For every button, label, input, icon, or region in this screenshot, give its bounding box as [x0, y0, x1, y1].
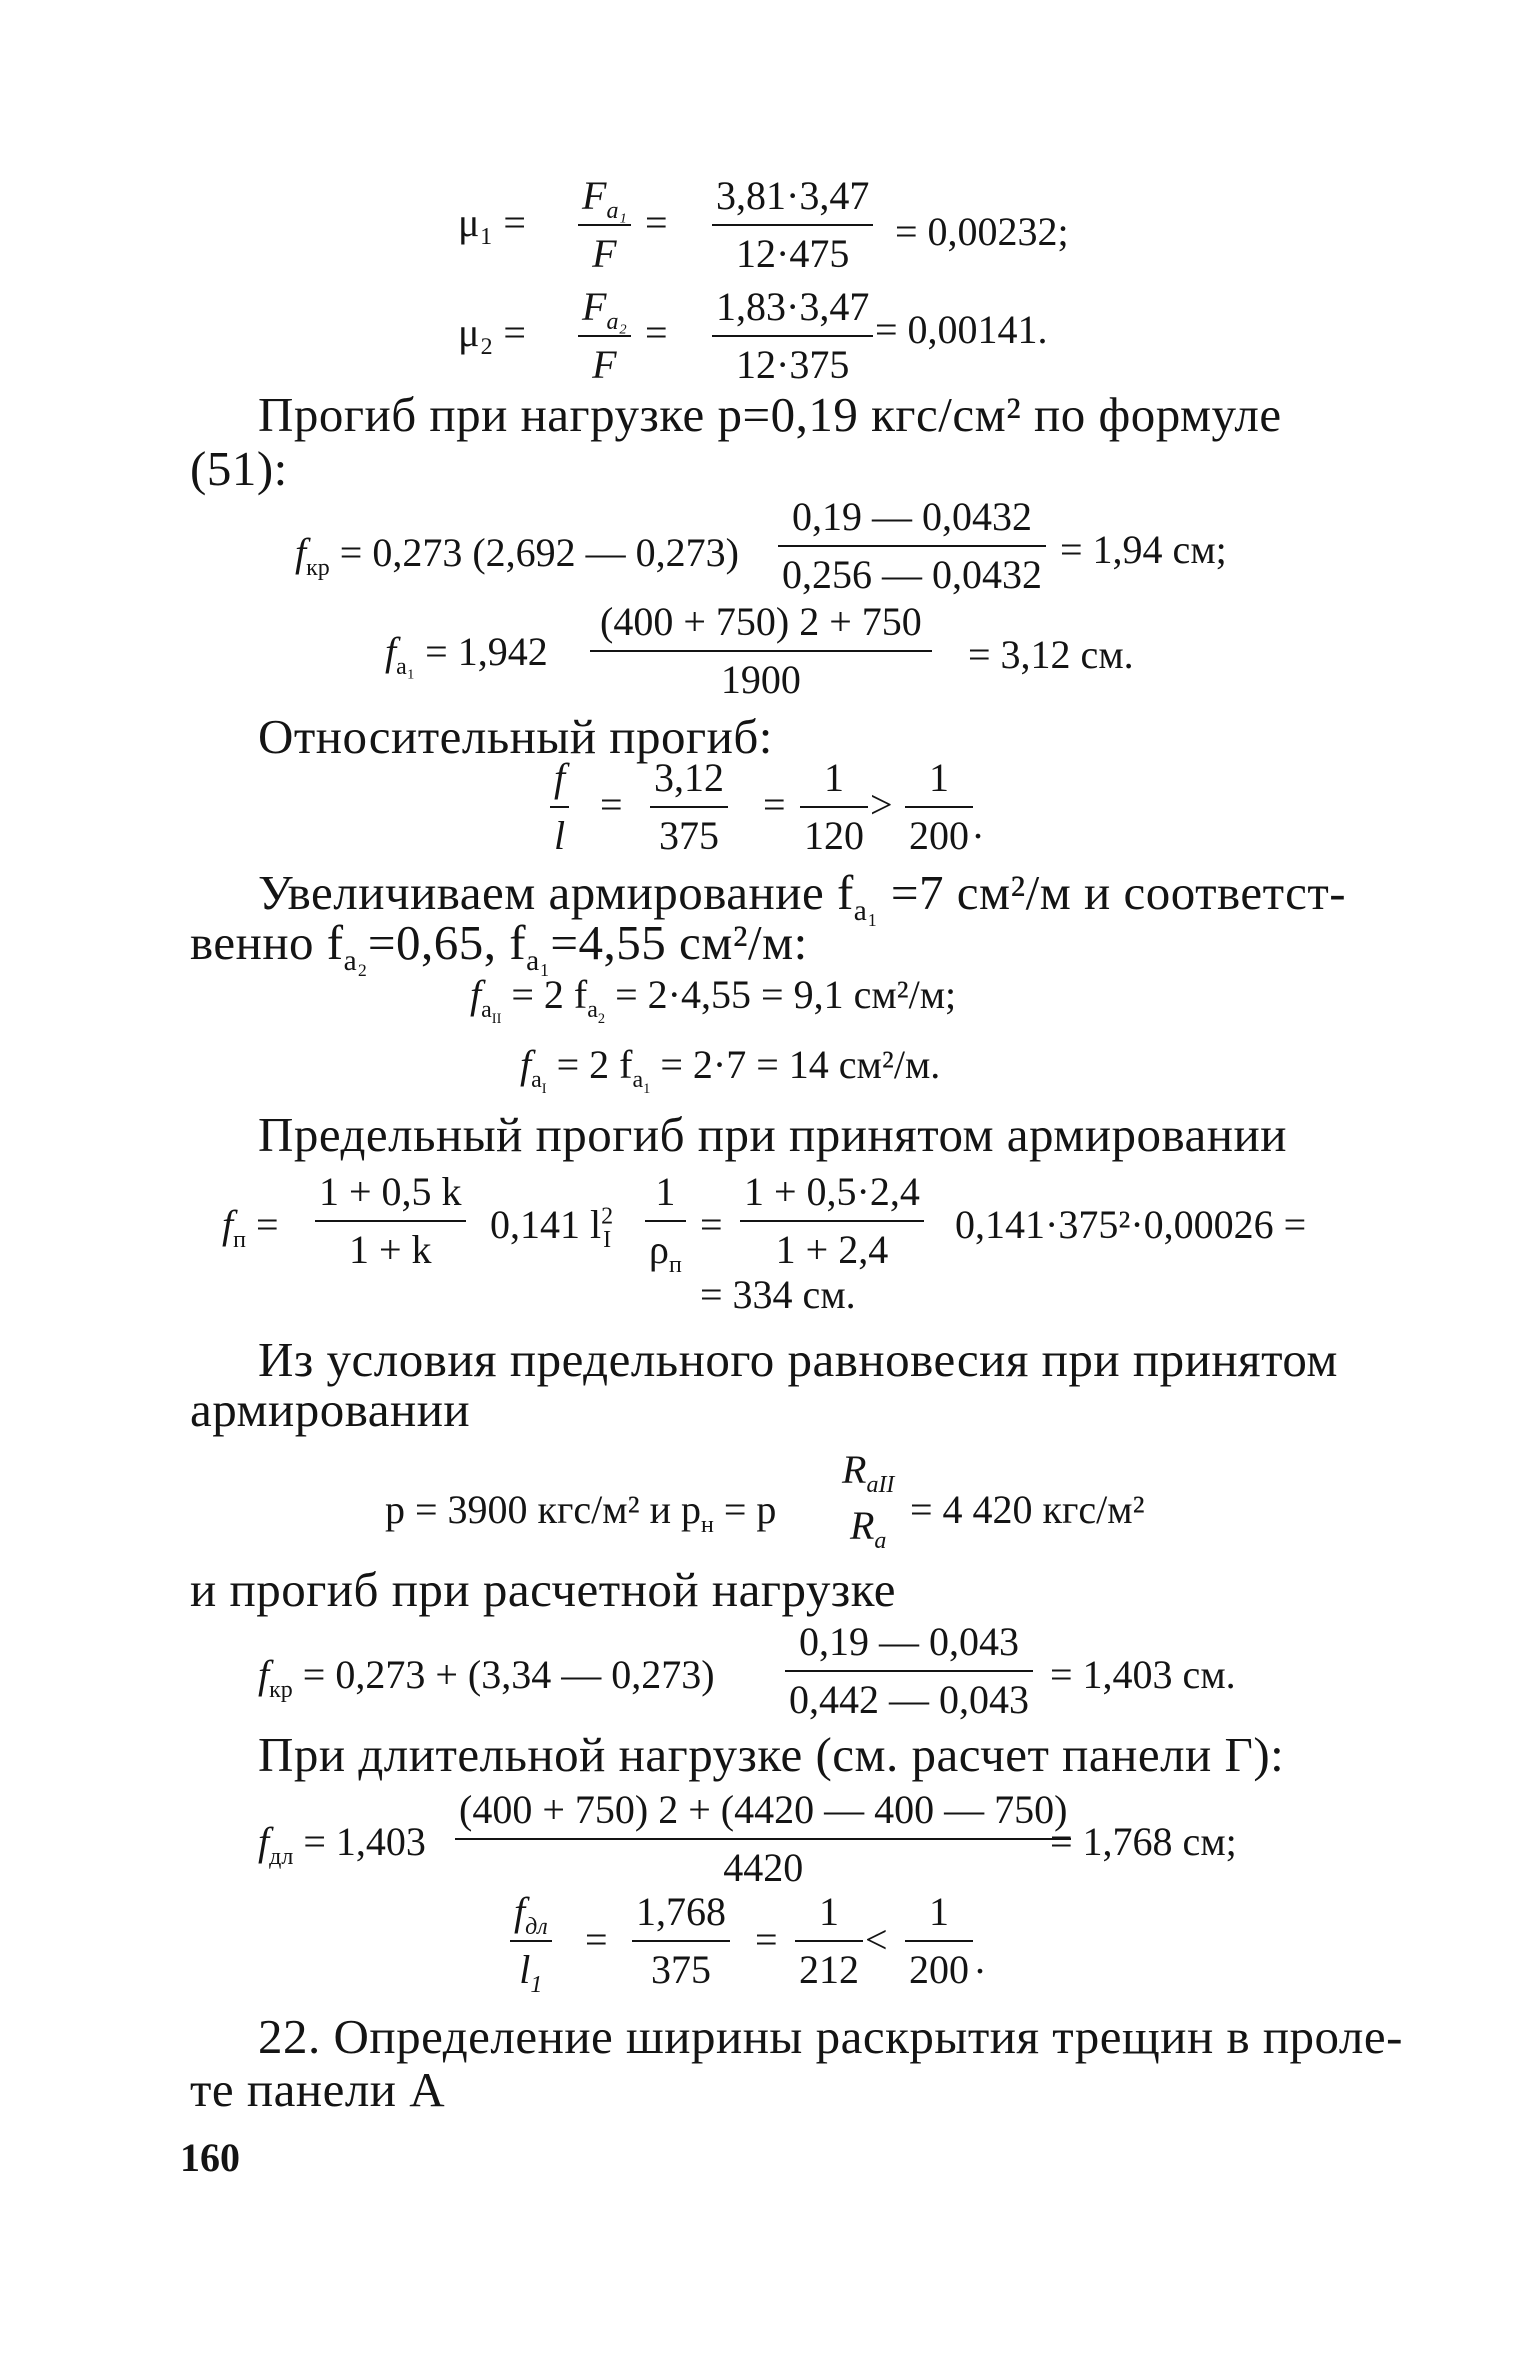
paragraph-deflection-line2: (51):: [190, 441, 288, 496]
fp-mid: 0,141 $l^2_I$: [490, 1202, 614, 1253]
rel2-eq1: =: [585, 1917, 608, 1962]
rel2-den-c: 212: [799, 1947, 859, 1992]
fp-frac-c: [740, 1169, 924, 1272]
rel2-frac-c: [795, 1889, 863, 1992]
rel2-num-b: 1,768: [632, 1892, 730, 1942]
fp-result: = 334 см.: [700, 1272, 856, 1317]
paragraph-design-load: и прогиб при расчетной нагрузке: [190, 1562, 897, 1617]
fp-eq: =: [700, 1202, 723, 1247]
fa1-result: = 3,12 см.: [968, 632, 1134, 677]
rel1-num-d: 1: [905, 758, 973, 808]
pbar-num: $R_{aII}$: [842, 1447, 895, 1498]
rel2-den-d: 200: [909, 1947, 969, 1992]
fp-lhs: $f_п$ =: [222, 1202, 279, 1253]
mu1-frac-a-num: $F_{a_1}$: [578, 176, 631, 226]
fdl-result: = 1,768 см;: [1050, 1819, 1237, 1864]
rel2-period: .: [975, 1937, 985, 1982]
mu1-frac-a-den: F: [592, 231, 617, 276]
rel1-num-a: f: [550, 758, 569, 808]
fp-num-c: 1 + 0,5·2,4: [740, 1172, 924, 1222]
mu1-frac-a: [578, 173, 631, 276]
mu2-frac-a: [578, 284, 631, 387]
mu2-result: = 0,00141.: [875, 307, 1048, 352]
paragraph-reinforcement-line1: Увеличиваем армирование $f_{a_1} =7$ см²/м и соответст-: [258, 865, 1347, 927]
rel2-frac-a: [510, 1889, 552, 1998]
pbar-lhs: p = 3900 кгс/м² и $p_н = p$: [385, 1487, 777, 1538]
rel1-eq1: =: [600, 782, 623, 827]
eq-fa1: $f_{a_I} = 2$ $f_{a_1} = 2\cdot 7 = 14$ см²/м.: [520, 1042, 941, 1097]
rel2-num-c: 1: [795, 1892, 863, 1942]
fkr1-lhs: $f_{кр} = 0,273$ (2,692 — 0,273): [295, 530, 739, 581]
fp-num-b: 1: [645, 1172, 686, 1222]
mu1-lhs: μ₁ =: [458, 200, 526, 245]
rel1-den-a: l: [554, 813, 566, 858]
rel1-gt: >: [870, 782, 893, 827]
fkr2-den: 0,442 — 0,043: [789, 1677, 1029, 1722]
fa1-num: (400 + 750) 2 + 750: [590, 602, 932, 652]
paragraph-reinforcement-line2: венно $f_{a_2}=0,65$, $f_{a_1}=4,55$ см²/м:: [190, 915, 808, 977]
paragraph-relative-deflection: Относительный прогиб:: [258, 709, 773, 764]
rel1-num-c: 1: [800, 758, 868, 808]
paragraph-long-term-load: При длительной нагрузке (см. расчет панели Г):: [258, 1727, 1285, 1782]
fp-frac-b: [645, 1169, 686, 1278]
mu1-frac-b-den: 12·475: [736, 231, 850, 276]
fkr1-frac: [778, 494, 1046, 597]
section-heading-line1: 22. Определение ширины раскрытия трещин в проле-: [258, 2009, 1403, 2064]
fdl-lhs: $f_{дл} = 1,403$: [258, 1819, 426, 1870]
fdl-frac: [455, 1787, 1071, 1890]
fkr2-num: 0,19 — 0,043: [785, 1622, 1033, 1672]
fkr2-result: = 1,403 см.: [1050, 1652, 1236, 1697]
fdl-den: 4420: [723, 1845, 804, 1890]
rel2-den-a: $l_1$: [519, 1947, 543, 1998]
pbar-frac: [838, 1447, 898, 1554]
rel2-num-d: 1: [905, 1892, 973, 1942]
fp-tail: 0,141·375²·0,00026 =: [955, 1202, 1307, 1247]
fp-den-a: 1 + k: [349, 1227, 432, 1272]
fa1-lhs: $f_{a_1} = 1,942$: [385, 629, 548, 680]
rel1-period: .: [973, 802, 983, 847]
mu1-eq: =: [645, 200, 668, 245]
mu1-frac-b-num: 3,81·3,47: [712, 176, 873, 226]
pbar-result: = 4 420 кгс/м²: [910, 1487, 1145, 1532]
mu2-frac-a-den: F: [592, 342, 617, 387]
section-heading-line2: те панели А: [190, 2062, 446, 2117]
fa1-frac: [590, 599, 932, 702]
rel2-frac-b: [632, 1889, 730, 1992]
rel1-frac-d: [905, 755, 973, 858]
fkr1-den: 0,256 — 0,0432: [782, 552, 1042, 597]
paragraph-limit-deflection: Предельный прогиб при принятом армировании: [258, 1107, 1287, 1162]
rel2-lt: <: [865, 1917, 888, 1962]
fkr1-num: 0,19 — 0,0432: [778, 497, 1046, 547]
rel1-den-d: 200: [909, 813, 969, 858]
paragraph-equilibrium-line1: Из условия предельного равновесия при принятом: [258, 1332, 1338, 1387]
paragraph-equilibrium-line2: армировании: [190, 1382, 471, 1437]
mu2-frac-b: [712, 284, 873, 387]
mu2-frac-a-num: $F_{a_2}$: [578, 287, 631, 337]
mu2-lhs: μ₂ =: [458, 310, 526, 355]
rel2-frac-d: [905, 1889, 973, 1992]
fdl-num: (400 + 750) 2 + (4420 — 400 — 750): [455, 1790, 1071, 1840]
rel1-den-c: 120: [804, 813, 864, 858]
mu2-frac-b-num: 1,83·3,47: [712, 287, 873, 337]
page-number: 160: [180, 2135, 240, 2180]
pbar-den: $R_a$: [849, 1503, 887, 1554]
rel1-eq2: =: [763, 782, 786, 827]
rel2-num-a: $f_{дл}$: [510, 1892, 552, 1942]
fp-den-b: $\rho_п$: [649, 1227, 682, 1278]
fp-num-a: 1 + 0,5 k: [315, 1172, 466, 1222]
fkr2-lhs: $f_{кр} = 0,273 + (3,34$ — 0,273): [258, 1652, 715, 1703]
rel1-den-b: 375: [659, 813, 719, 858]
eq-fa11: $f_{a_{II}} = 2$ $f_{a_2} = 2\cdot 4,55 = 9,1$ см²/м;: [470, 972, 957, 1027]
rel1-frac-b: [650, 755, 728, 858]
rel2-den-b: 375: [651, 1947, 711, 1992]
mu1-frac-b: [712, 173, 873, 276]
mu2-eq: =: [645, 310, 668, 355]
fkr2-frac: [785, 1619, 1033, 1722]
fp-frac-a: [315, 1169, 466, 1272]
rel2-eq2: =: [755, 1917, 778, 1962]
fa1-den: 1900: [720, 657, 801, 702]
mu2-frac-b-den: 12·375: [736, 342, 850, 387]
rel1-num-b: 3,12: [650, 758, 728, 808]
paragraph-deflection-line1: Прогиб при нагрузке p=0,19 кгс/см² по формуле: [258, 387, 1282, 442]
rel1-frac-c: [800, 755, 868, 858]
fp-den-c: 1 + 2,4: [775, 1227, 889, 1272]
mu1-result: = 0,00232;: [895, 209, 1069, 254]
fkr1-result: = 1,94 см;: [1060, 527, 1227, 572]
rel1-frac-a: [550, 755, 569, 858]
